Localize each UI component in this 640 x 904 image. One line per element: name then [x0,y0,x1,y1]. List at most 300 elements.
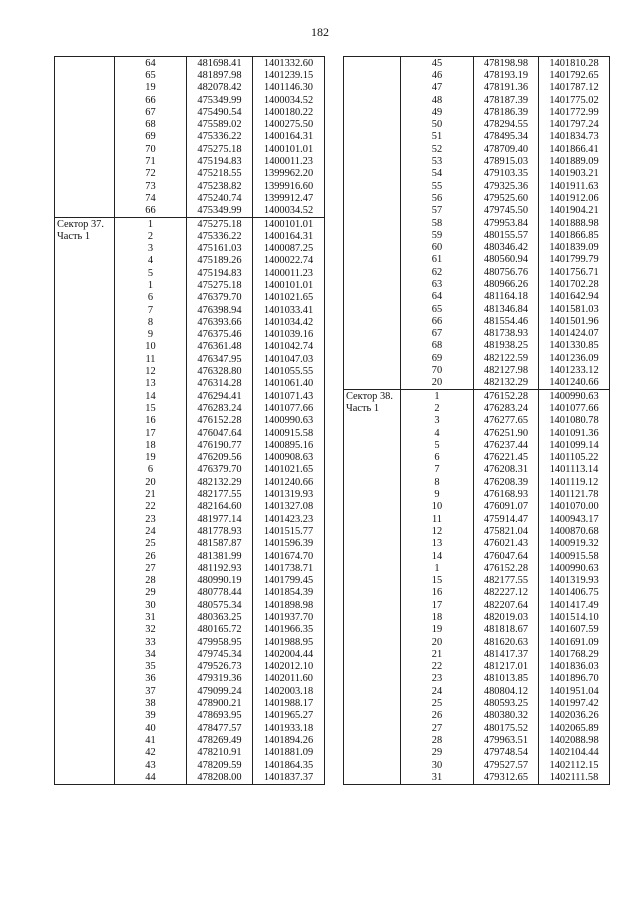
x-coordinate-cell: 481977.14 [187,513,253,525]
y-coordinate-cell: 1400990.63 [253,415,325,427]
table-row [344,734,610,746]
y-coordinate-cell: 1400164.31 [253,230,325,242]
table-row [344,648,610,660]
sector-cell [344,488,401,500]
y-coordinate-cell: 1401903.21 [539,168,610,180]
table-row [55,525,325,537]
y-coordinate-cell: 1401515.77 [253,525,325,537]
sector-cell [55,57,115,70]
sector-cell [344,131,401,143]
y-coordinate-cell: 1401406.75 [539,587,610,599]
y-coordinate-cell: 1401033.41 [253,304,325,316]
y-coordinate-cell: 1401904.21 [539,205,610,217]
sector-cell [344,118,401,130]
sector-cell [55,488,115,500]
y-coordinate-cell: 1401864.35 [253,759,325,771]
point-number-cell: 67 [115,106,187,118]
point-number-cell: 10 [401,501,474,513]
sector-cell [344,377,401,390]
point-number-cell: 12 [115,365,187,377]
sector-cell [344,192,401,204]
x-coordinate-cell: 475336.22 [187,131,253,143]
sector-cell [55,143,115,155]
x-coordinate-cell: 481346.84 [474,303,539,315]
sector-cell [55,513,115,525]
x-coordinate-cell: 478186.39 [474,106,539,118]
sector-cell: Сектор 38. [344,390,401,403]
sector-cell [55,402,115,414]
sector-cell [344,352,401,364]
table-row [55,267,325,279]
x-coordinate-cell: 482019.03 [474,611,539,623]
y-coordinate-cell: 1401319.93 [539,574,610,586]
point-number-cell: 5 [401,439,474,451]
table-row [55,611,325,623]
y-coordinate-cell: 1401988.95 [253,636,325,648]
y-coordinate-cell: 1401834.73 [539,131,610,143]
x-coordinate-cell: 476283.24 [474,402,539,414]
point-number-cell: 58 [401,217,474,229]
y-coordinate-cell: 1400870.68 [539,525,610,537]
table-row [55,562,325,574]
sector-cell [344,106,401,118]
y-coordinate-cell: 1401319.93 [253,488,325,500]
y-coordinate-cell: 1401121.78 [539,488,610,500]
sector-cell [55,550,115,562]
sector-cell [55,599,115,611]
table-row [55,697,325,709]
y-coordinate-cell: 1401061.40 [253,378,325,390]
x-coordinate-cell: 476152.28 [187,415,253,427]
table-row [55,648,325,660]
point-number-cell: 1 [115,279,187,291]
point-number-cell: 25 [401,697,474,709]
sector-cell [344,303,401,315]
x-coordinate-cell: 479526.73 [187,661,253,673]
y-coordinate-cell: 1402088.98 [539,734,610,746]
sector-cell [344,364,401,376]
table-row [344,574,610,586]
point-number-cell: 70 [401,364,474,376]
table-row [344,501,610,513]
x-coordinate-cell: 479953.84 [474,217,539,229]
y-coordinate-cell: 1402104.44 [539,747,610,759]
table-row [55,476,325,488]
sector-cell [55,155,115,167]
point-number-cell: 22 [401,661,474,673]
x-coordinate-cell: 478198.98 [474,57,539,70]
y-coordinate-cell: 1401888.98 [539,217,610,229]
point-number-cell: 34 [115,648,187,660]
y-coordinate-cell: 1402003.18 [253,685,325,697]
table-row [344,364,610,376]
sector-cell: Сектор 37. [55,217,115,230]
point-number-cell: 39 [115,710,187,722]
x-coordinate-cell: 475218.55 [187,168,253,180]
x-coordinate-cell: 478210.91 [187,747,253,759]
point-number-cell: 60 [401,241,474,253]
point-number-cell: 28 [115,574,187,586]
x-coordinate-cell: 478709.40 [474,143,539,155]
sector-cell [55,452,115,464]
point-number-cell: 15 [115,402,187,414]
table-row [55,217,325,230]
y-coordinate-cell: 1401021.65 [253,292,325,304]
x-coordinate-cell: 480804.12 [474,685,539,697]
sector-cell [55,106,115,118]
point-number-cell: 3 [401,415,474,427]
table-row [55,205,325,218]
sector-cell [55,574,115,586]
x-coordinate-cell: 476152.28 [474,562,539,574]
sector-cell [344,734,401,746]
table-row [344,661,610,673]
point-number-cell: 30 [115,599,187,611]
x-coordinate-cell: 478187.39 [474,94,539,106]
point-number-cell: 35 [115,661,187,673]
y-coordinate-cell: 1401837.37 [253,771,325,784]
y-coordinate-cell: 1400101.01 [253,279,325,291]
y-coordinate-cell: 1401775.02 [539,94,610,106]
point-number-cell: 5 [115,267,187,279]
sector-cell [344,57,401,70]
point-number-cell: 61 [401,254,474,266]
x-coordinate-cell: 476251.90 [474,427,539,439]
y-coordinate-cell: 1402012.10 [253,661,325,673]
table-row [344,747,610,759]
table-row [344,476,610,488]
point-number-cell: 17 [115,427,187,439]
sector-cell [344,427,401,439]
x-coordinate-cell: 475589.02 [187,118,253,130]
table-row [344,315,610,327]
y-coordinate-cell: 1401423.23 [253,513,325,525]
x-coordinate-cell: 476393.66 [187,316,253,328]
y-coordinate-cell: 1401034.42 [253,316,325,328]
point-number-cell: 40 [115,722,187,734]
y-coordinate-cell: 1401240.66 [253,476,325,488]
table-row [344,340,610,352]
sector-cell [344,685,401,697]
table-row [55,69,325,81]
sector-cell [344,747,401,759]
y-coordinate-cell: 1401787.12 [539,82,610,94]
point-number-cell: 56 [401,192,474,204]
point-number-cell: 8 [401,476,474,488]
x-coordinate-cell: 475194.83 [187,267,253,279]
sector-cell [344,550,401,562]
y-coordinate-cell: 1401738.71 [253,562,325,574]
y-coordinate-cell: 1401866.41 [539,143,610,155]
x-coordinate-cell: 480560.94 [474,254,539,266]
y-coordinate-cell: 1401039.16 [253,329,325,341]
table-row [55,464,325,476]
point-number-cell: 20 [401,377,474,390]
sector-cell [344,94,401,106]
x-coordinate-cell: 479963.51 [474,734,539,746]
table-row [55,94,325,106]
x-coordinate-cell: 481938.25 [474,340,539,352]
point-number-cell: 2 [115,230,187,242]
y-coordinate-cell: 1401810.28 [539,57,610,70]
x-coordinate-cell: 476347.95 [187,353,253,365]
x-coordinate-cell: 476047.64 [187,427,253,439]
sector-cell: Часть 1 [344,402,401,414]
y-coordinate-cell: 1400915.58 [539,550,610,562]
point-number-cell: 7 [115,304,187,316]
y-coordinate-cell: 1401839.09 [539,241,610,253]
x-coordinate-cell: 476375.46 [187,329,253,341]
point-number-cell: 59 [401,229,474,241]
table-row [344,697,610,709]
sector-cell [344,82,401,94]
sector-cell [55,464,115,476]
point-number-cell: 24 [401,685,474,697]
sector-cell [344,217,401,229]
y-coordinate-cell: 1401581.03 [539,303,610,315]
sector-cell [55,329,115,341]
point-number-cell: 57 [401,205,474,217]
y-coordinate-cell: 1401898.98 [253,599,325,611]
x-coordinate-cell: 476398.94 [187,304,253,316]
y-coordinate-cell: 1401894.26 [253,734,325,746]
y-coordinate-cell: 1400990.63 [539,562,610,574]
sector-cell [55,624,115,636]
y-coordinate-cell: 1401642.94 [539,291,610,303]
point-number-cell: 14 [401,550,474,562]
x-coordinate-cell: 479958.95 [187,636,253,648]
table-row [344,143,610,155]
table-row [344,69,610,81]
sector-cell [55,759,115,771]
sector-cell [55,131,115,143]
point-number-cell: 20 [401,636,474,648]
table-row [55,734,325,746]
x-coordinate-cell: 481818.67 [474,624,539,636]
point-number-cell: 10 [115,341,187,353]
sector-cell [55,69,115,81]
y-coordinate-cell: 1401042.74 [253,341,325,353]
x-coordinate-cell: 476237.44 [474,439,539,451]
x-coordinate-cell: 476379.70 [187,464,253,476]
point-number-cell: 41 [115,734,187,746]
table-row [55,661,325,673]
point-number-cell: 4 [115,255,187,267]
y-coordinate-cell: 1401768.29 [539,648,610,660]
x-coordinate-cell: 475161.03 [187,242,253,254]
sector-cell [344,710,401,722]
sector-cell [55,255,115,267]
table-row [344,759,610,771]
table-row [55,168,325,180]
table-row [344,328,610,340]
y-coordinate-cell: 1401702.28 [539,278,610,290]
x-coordinate-cell: 478477.57 [187,722,253,734]
x-coordinate-cell: 478193.19 [474,69,539,81]
point-number-cell: 68 [115,118,187,130]
x-coordinate-cell: 482177.55 [187,488,253,500]
point-number-cell: 46 [401,69,474,81]
point-number-cell: 22 [115,501,187,513]
sector-cell: Часть 1 [55,230,115,242]
point-number-cell: 1 [401,562,474,574]
y-coordinate-cell: 1402111.58 [539,771,610,784]
table-row [344,464,610,476]
coordinates-table-left [54,56,325,785]
sector-cell [55,673,115,685]
table-row [55,574,325,586]
x-coordinate-cell: 479748.54 [474,747,539,759]
x-coordinate-cell: 476190.77 [187,439,253,451]
point-number-cell: 15 [401,574,474,586]
point-number-cell: 55 [401,180,474,192]
sector-cell [344,587,401,599]
y-coordinate-cell: 1401674.70 [253,550,325,562]
x-coordinate-cell: 479325.36 [474,180,539,192]
x-coordinate-cell: 476379.70 [187,292,253,304]
point-number-cell: 9 [115,329,187,341]
table-row [344,118,610,130]
y-coordinate-cell: 1400164.31 [253,131,325,143]
table-row [55,415,325,427]
point-number-cell: 13 [115,378,187,390]
y-coordinate-cell: 1401797.24 [539,118,610,130]
y-coordinate-cell: 1400990.63 [539,390,610,403]
sector-cell [344,759,401,771]
y-coordinate-cell: 1401119.12 [539,476,610,488]
table-row [344,538,610,550]
y-coordinate-cell: 1400915.58 [253,427,325,439]
x-coordinate-cell: 476294.41 [187,390,253,402]
point-number-cell: 3 [115,242,187,254]
y-coordinate-cell: 1399962.20 [253,168,325,180]
sector-cell [55,685,115,697]
y-coordinate-cell: 1401021.65 [253,464,325,476]
point-number-cell: 16 [401,587,474,599]
point-number-cell: 19 [115,82,187,94]
point-number-cell: 4 [401,427,474,439]
x-coordinate-cell: 478693.95 [187,710,253,722]
point-number-cell: 21 [115,488,187,500]
x-coordinate-cell: 480778.44 [187,587,253,599]
table-row [344,192,610,204]
table-row [55,550,325,562]
point-number-cell: 14 [115,390,187,402]
y-coordinate-cell: 1401501.96 [539,315,610,327]
y-coordinate-cell: 1399916.60 [253,180,325,192]
sector-cell [344,143,401,155]
table-row [55,365,325,377]
sector-cell [55,365,115,377]
sector-cell [344,501,401,513]
point-number-cell: 25 [115,538,187,550]
table-row [344,377,610,390]
sector-cell [55,205,115,218]
sector-cell [55,587,115,599]
x-coordinate-cell: 481698.41 [187,57,253,70]
x-coordinate-cell: 481417.37 [474,648,539,660]
x-coordinate-cell: 480363.25 [187,611,253,623]
x-coordinate-cell: 481620.63 [474,636,539,648]
point-number-cell: 50 [401,118,474,130]
y-coordinate-cell: 1401866.85 [539,229,610,241]
point-number-cell: 7 [401,464,474,476]
point-number-cell: 73 [115,180,187,192]
y-coordinate-cell: 1401332.60 [253,57,325,70]
table-row [344,710,610,722]
x-coordinate-cell: 482132.29 [187,476,253,488]
x-coordinate-cell: 481738.93 [474,328,539,340]
sector-cell [344,771,401,784]
sector-cell [55,501,115,513]
x-coordinate-cell: 481554.46 [474,315,539,327]
table-row [344,205,610,217]
x-coordinate-cell: 481897.98 [187,69,253,81]
point-number-cell: 17 [401,599,474,611]
table-row [344,562,610,574]
table-row [55,304,325,316]
y-coordinate-cell: 1402036.26 [539,710,610,722]
x-coordinate-cell: 476091.07 [474,501,539,513]
point-number-cell: 11 [115,353,187,365]
sector-cell [344,155,401,167]
x-coordinate-cell: 476208.39 [474,476,539,488]
x-coordinate-cell: 476208.31 [474,464,539,476]
x-coordinate-cell: 479525.60 [474,192,539,204]
table-row [55,341,325,353]
y-coordinate-cell: 1401330.85 [539,340,610,352]
point-number-cell: 51 [401,131,474,143]
table-row [55,624,325,636]
table-row [55,118,325,130]
table-row [344,402,610,414]
point-number-cell: 2 [401,402,474,414]
sector-cell [55,192,115,204]
point-number-cell: 20 [115,476,187,488]
y-coordinate-cell: 1402112.15 [539,759,610,771]
table-row [55,439,325,451]
table-row [344,624,610,636]
point-number-cell: 49 [401,106,474,118]
y-coordinate-cell: 1400275.50 [253,118,325,130]
y-coordinate-cell: 1401236.09 [539,352,610,364]
table-row [55,106,325,118]
y-coordinate-cell: 1400943.17 [539,513,610,525]
table-row [344,525,610,537]
point-number-cell: 18 [401,611,474,623]
sector-cell [55,697,115,709]
point-number-cell: 43 [115,759,187,771]
sector-cell [344,452,401,464]
sector-cell [344,168,401,180]
y-coordinate-cell: 1401966.35 [253,624,325,636]
point-number-cell: 65 [115,69,187,81]
sector-cell [344,205,401,217]
point-number-cell: 33 [115,636,187,648]
table-row [55,513,325,525]
y-coordinate-cell: 1401607.59 [539,624,610,636]
table-row [344,180,610,192]
x-coordinate-cell: 479103.35 [474,168,539,180]
table-row [55,192,325,204]
point-number-cell: 74 [115,192,187,204]
table-row [55,452,325,464]
y-coordinate-cell: 1400011.23 [253,267,325,279]
x-coordinate-cell: 478915.03 [474,155,539,167]
sector-cell [344,180,401,192]
y-coordinate-cell: 1401047.03 [253,353,325,365]
sector-cell [55,304,115,316]
